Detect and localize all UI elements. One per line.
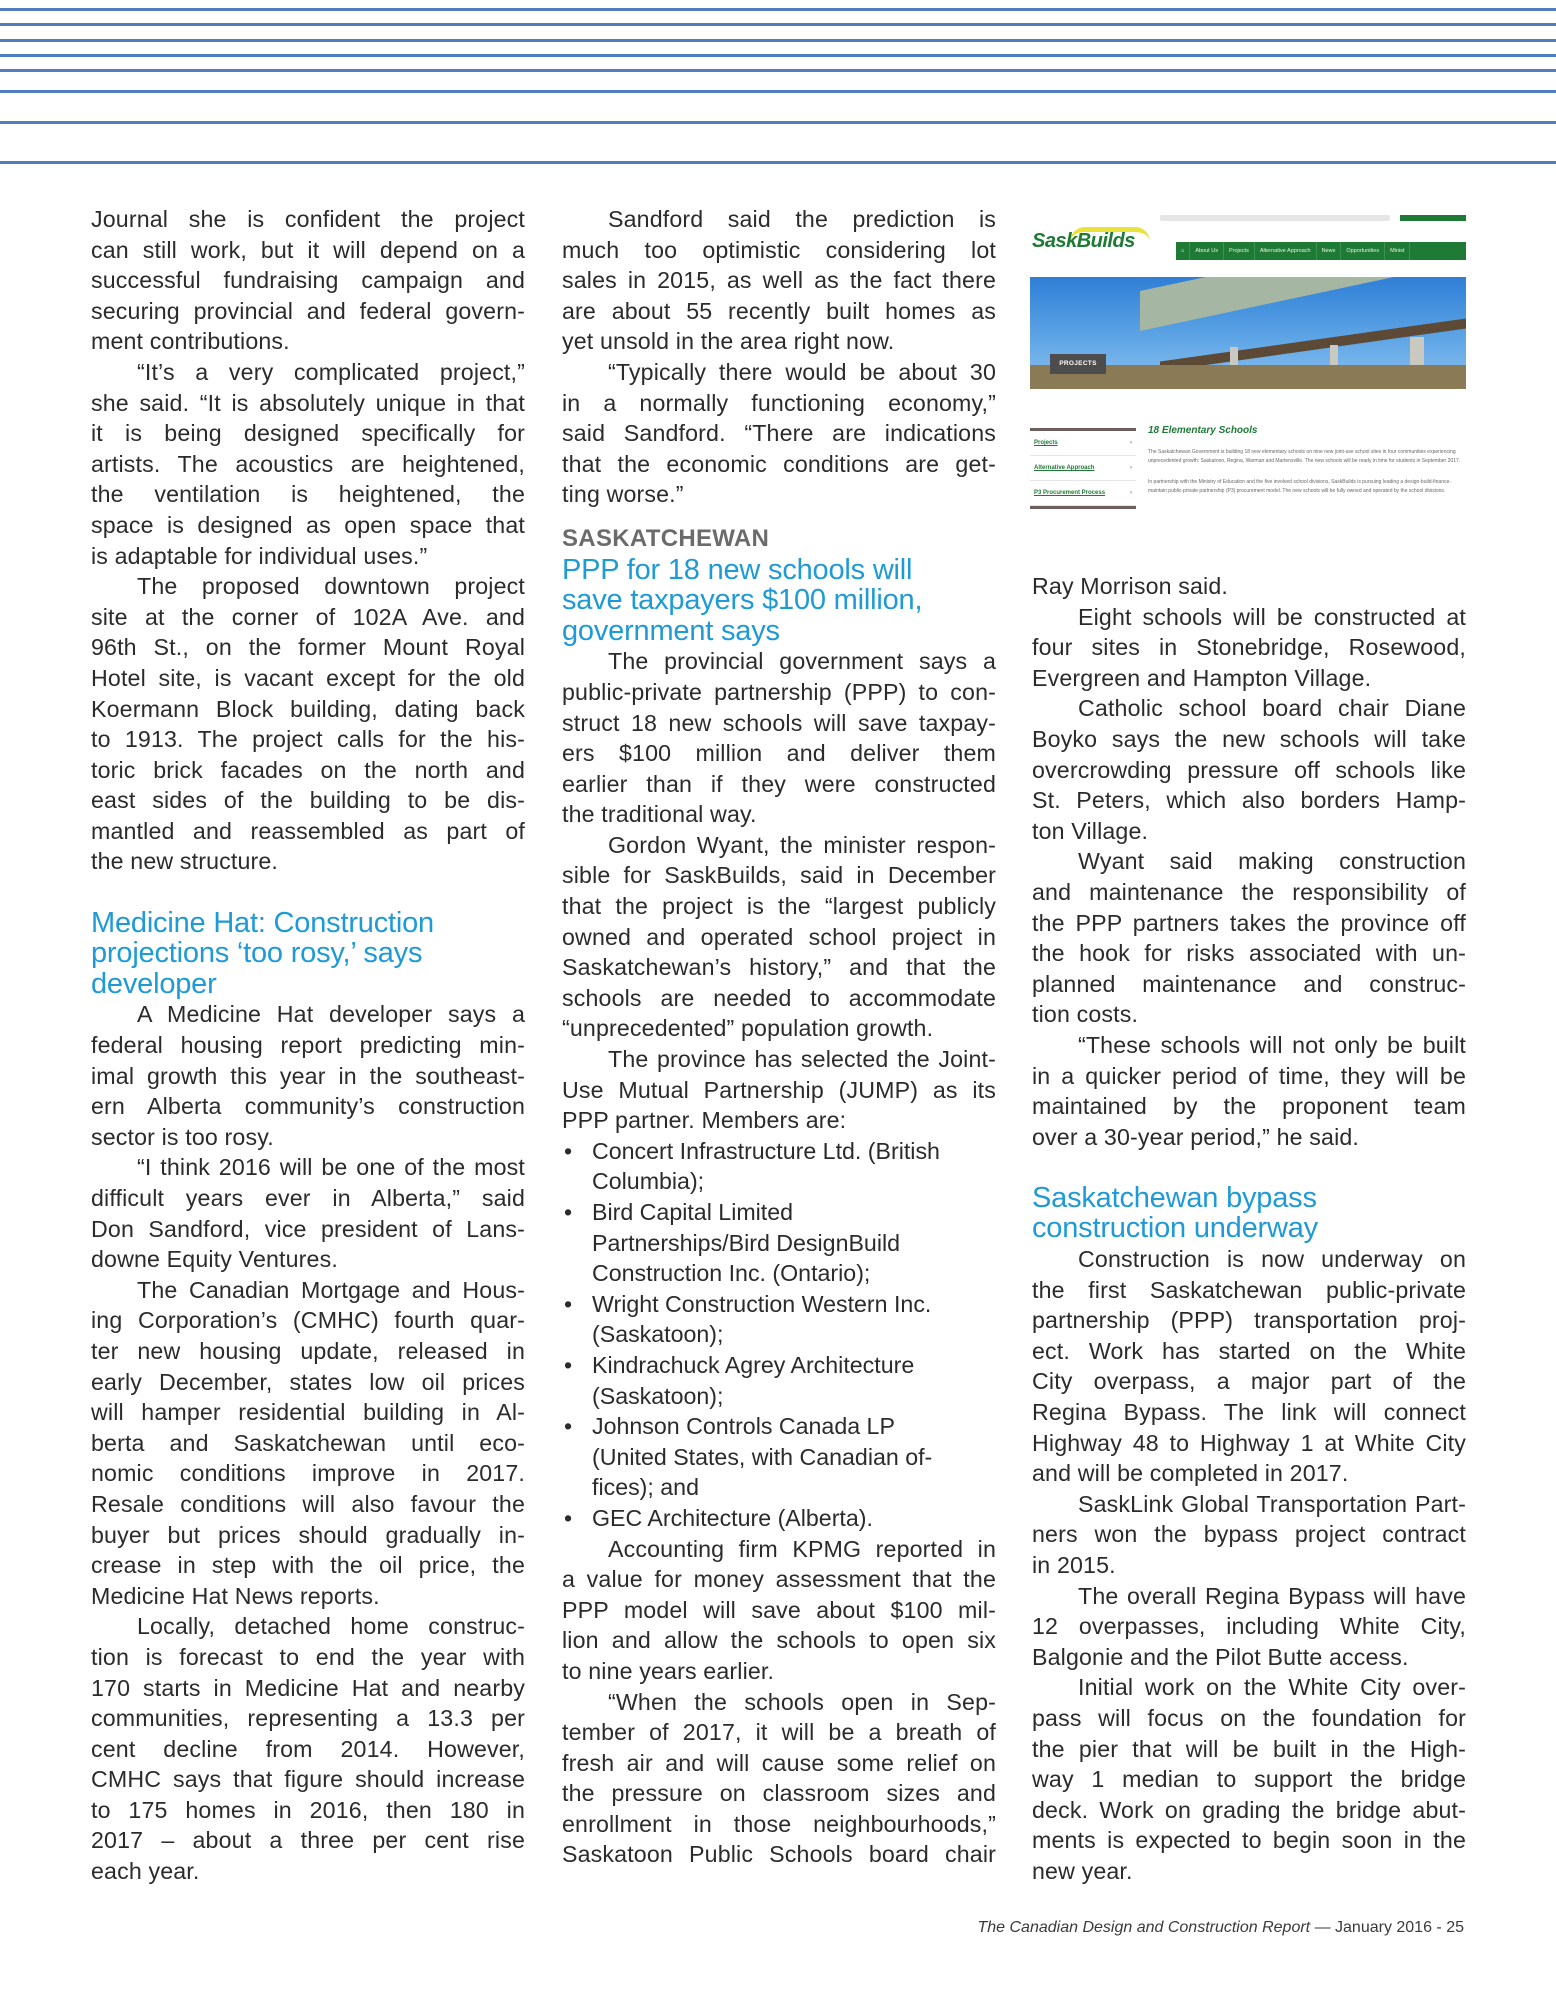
list-item-text: (United States, with Canadian of- (592, 1443, 933, 1470)
bridge-deck (1140, 277, 1466, 331)
text-line: A Medicine Hat developer says a (137, 1001, 525, 1028)
text-line: tember of 2017, it will be a breath of (562, 1719, 996, 1746)
site-nav-item[interactable]: About Us (1190, 242, 1224, 260)
chevron-right-icon: › (1130, 490, 1132, 496)
text-line: in a quicker period of time, they will be (1032, 1062, 1466, 1089)
hero-image-overpass (1030, 277, 1466, 389)
text-line: 12 overpasses, including White City, (1032, 1613, 1466, 1640)
text-line: over a 30-year period,” he said. (1032, 1123, 1360, 1150)
list-item-line (562, 1319, 996, 1350)
column-left (91, 204, 525, 1887)
text-line: sales in 2015, as well as the fact there (562, 267, 996, 294)
site-nav-item[interactable]: News (1317, 242, 1342, 260)
text-line: fresh air and will cause some relief on (562, 1749, 996, 1776)
text-line: Saskatchewan’s history,” and that the (562, 954, 996, 981)
article-continuation-morrison (1032, 571, 1466, 1152)
site-nav-item[interactable]: Opportunities (1341, 242, 1385, 260)
site-nav-item[interactable]: Minist (1385, 242, 1410, 260)
text-line: she said. “It is absolutely unique in that (91, 389, 525, 416)
text-line: owned and operated school project in (562, 923, 996, 950)
text-line: cent decline from 2014. However, (91, 1735, 525, 1762)
text-line: to 1913. The project calls for the his- (91, 726, 525, 753)
header-rule (0, 69, 1556, 72)
list-item-line (562, 1442, 996, 1473)
site-nav-item[interactable]: Projects (1224, 242, 1255, 260)
text-line: said Sandford. “There are indications (562, 420, 996, 447)
text-line: Balgonie and the Pilot Butte access. (1032, 1643, 1409, 1670)
headline-bypass (1032, 1183, 1466, 1244)
header-rule (0, 161, 1556, 164)
headline-line: developer (91, 967, 217, 1000)
text-line: the first Saskatchewan public-private (1032, 1276, 1466, 1303)
text-line: sible for SaskBuilds, said in December (562, 862, 996, 889)
text-line: in 2015. (1032, 1552, 1116, 1578)
text-line: public-private partnership (PPP) to con- (562, 678, 996, 705)
text-line: and will be completed in 2017. (1032, 1460, 1349, 1487)
partner-list (562, 1136, 996, 1534)
text-line: it is being designed specifically for (91, 420, 525, 447)
headline-medicine-hat (91, 908, 525, 1000)
text-line: planned maintenance and construc- (1032, 970, 1466, 997)
text-line: artists. The acoustics are heightened, (91, 450, 525, 477)
bullet-icon: • (564, 1137, 573, 1164)
text-line: deck. Work on grading the bridge abut- (1032, 1796, 1466, 1823)
text-line: ter new housing update, released in (91, 1337, 525, 1364)
text-line: ting worse.” (562, 481, 684, 508)
spacer (1032, 1152, 1466, 1183)
text-line: communities, representing a 13.3 per (91, 1705, 525, 1732)
text-line: crease in step with the oil price, the (91, 1552, 525, 1579)
text-line: are about 55 recently built homes as (562, 297, 996, 324)
text-line: the new structure. (91, 848, 278, 875)
text-line: “unprecedented” population growth. (562, 1015, 934, 1042)
text-line: mantled and reassembled as part of (91, 817, 525, 844)
text-line: Don Sandford, vice president of Lans- (91, 1215, 525, 1242)
saskbuilds-website-screenshot (1030, 210, 1466, 522)
site-page-title: 18 Elementary Schools (1148, 425, 1258, 436)
headline-line: save taxpayers $100 million, (562, 584, 923, 617)
text-line: partnership (PPP) transportation proj- (1032, 1307, 1466, 1334)
article-medicine-hat (91, 999, 525, 1886)
list-item-text: Construction Inc. (Ontario); (592, 1260, 871, 1287)
site-paragraph: In partnership with the Ministry of Education and the five involved school divisions, SaskBuilds is pursuing leading a design-build-finance-maintain public-private partnership (P3) procurement model. The new schools will be fully owned and operated by the school divisions. (1148, 479, 1451, 494)
headline-line: PPP for 18 new schools will (562, 553, 913, 586)
bullet-icon: • (564, 1199, 573, 1225)
issue-and-page: — January 2016 - 25 (1310, 1919, 1464, 1936)
text-line: in a normally functioning economy,” (562, 389, 996, 416)
text-line: a value for money assessment that the (562, 1566, 996, 1593)
top-bar-accent (1400, 215, 1466, 221)
search-bar (1160, 215, 1390, 221)
list-item-text: fices); and (592, 1474, 699, 1501)
text-line: ern Alberta community’s construction (91, 1093, 525, 1120)
text-line: Resale conditions will also favour the (91, 1490, 525, 1517)
site-nav-item[interactable]: Alternative Approach (1255, 242, 1317, 260)
text-line: four sites in Stonebridge, Rosewood, (1032, 634, 1466, 661)
text-line: Boyko says the new schools will take (1032, 725, 1466, 752)
divider (1030, 506, 1136, 509)
header-rule (0, 39, 1556, 42)
site-sidebar (1030, 428, 1136, 509)
list-item-text: Partnerships/Bird DesignBuild (592, 1229, 901, 1256)
text-line: sector is too rosy. (91, 1123, 274, 1150)
bullet-icon: • (564, 1413, 573, 1440)
text-line: PPP partner. Members are: (562, 1107, 847, 1134)
list-item-text: Johnson Controls Canada LP (592, 1413, 895, 1440)
headline-line: Saskatchewan bypass (1032, 1181, 1317, 1214)
site-sidebar-item[interactable] (1030, 456, 1136, 481)
list-item-line (562, 1258, 996, 1289)
text-line: ect. Work has started on the White (1032, 1337, 1466, 1364)
chevron-right-icon: › (1130, 440, 1132, 446)
text-line: schools are needed to accommodate (562, 984, 996, 1011)
text-line: SaskLink Global Transportation Part- (1078, 1490, 1466, 1517)
text-line: Journal she is confident the project (91, 206, 525, 232)
hero-label: PROJECTS (1050, 354, 1106, 374)
text-line: enrollment in those neighbourhoods,” (562, 1810, 996, 1837)
text-line: to nine years earlier. (562, 1657, 775, 1684)
list-item-line (562, 1350, 996, 1381)
text-line: 170 starts in Medicine Hat and nearby (91, 1674, 525, 1701)
site-paragraph: The Saskatchewan Government is building 18 new elementary schools on nine new joint-use school sites in four communities experiencing unprecedented growth: Saskatoon, Regina, Warman and Martensville. The new schools will be ready in time for students in September 2017. (1148, 449, 1461, 464)
chevron-right-icon: › (1130, 465, 1132, 471)
text-line: east sides of the building to be dis- (91, 787, 525, 814)
text-line: struct 18 new schools will save taxpay- (562, 709, 996, 736)
list-item-text: Kindrachuck Agrey Architecture (592, 1351, 915, 1378)
text-line: Catholic school board chair Diane (1078, 695, 1466, 722)
text-line: Locally, detached home construc- (137, 1613, 525, 1640)
text-line: earlier than if they were constructed (562, 770, 996, 797)
article-ppp-schools-cont (562, 1534, 996, 1871)
text-line: each year. (91, 1858, 200, 1885)
publication-name: The Canadian Design and Construction Report (977, 1919, 1311, 1936)
text-line: difficult years ever in Alberta,” said (91, 1185, 525, 1211)
article-continuation (91, 204, 525, 877)
headline-line: government says (562, 614, 780, 647)
text-line: Sandford said the prediction is (608, 206, 996, 232)
list-item-text: Columbia); (592, 1168, 705, 1195)
text-line: berta and Saskatchewan until eco- (91, 1429, 525, 1456)
list-item-text: (Saskatoon); (592, 1321, 724, 1348)
article-continuation-sandford (562, 204, 996, 510)
text-line: Saskatoon Public Schools board chair (562, 1841, 996, 1868)
text-line: space is designed as open space that (91, 511, 525, 538)
text-line: that the economic conditions are get- (562, 450, 996, 477)
text-line: The overall Regina Bypass will have (1078, 1582, 1466, 1609)
text-line: is adaptable for individual uses.” (91, 542, 428, 569)
text-line: federal housing report predicting min- (91, 1032, 525, 1059)
text-line: PPP model will save about $100 mil- (562, 1596, 996, 1623)
text-line: the hook for risks associated with un- (1032, 940, 1466, 967)
article-bypass (1032, 1244, 1466, 1886)
text-line: ers $100 million and deliver them (562, 740, 996, 767)
site-sidebar-label: Projects (1034, 440, 1058, 446)
text-line: Hotel site, is vacant except for the old (91, 664, 525, 691)
text-line: 2017 – about a three per cent rise (91, 1827, 525, 1854)
site-sidebar-label: Alternative Approach (1034, 465, 1095, 471)
text-line: toric brick facades on the north and (91, 756, 525, 783)
text-line: the pier that will be built in the High- (1032, 1735, 1466, 1762)
text-line: CMHC says that figure should increase (91, 1766, 525, 1793)
text-line: downe Equity Ventures. (91, 1246, 338, 1273)
list-item-line (562, 1411, 996, 1442)
article-ppp-schools (562, 646, 996, 1136)
text-line: will hamper residential building in Al- (91, 1399, 525, 1426)
text-line: successful fundraising campaign and (91, 267, 525, 294)
text-line: pass will focus on the foundation for (1032, 1704, 1466, 1731)
header-rule (0, 54, 1556, 57)
text-line: to 175 homes in 2016, then 180 in (91, 1796, 525, 1823)
text-line: Highway 48 to Highway 1 at White City (1032, 1429, 1466, 1456)
text-line: can still work, but it will depend on a (91, 236, 525, 263)
text-line: The proposed downtown project (137, 573, 525, 600)
list-item-text: Concert Infrastructure Ltd. (British (592, 1137, 940, 1164)
header-rule (0, 8, 1556, 11)
list-item-line (562, 1197, 996, 1228)
text-line: that the project is the “largest publicly (562, 893, 996, 920)
text-line: ners won the bypass project contract (1032, 1521, 1466, 1548)
headline-line: Medicine Hat: Construction (91, 906, 434, 939)
text-line: “When the schools open in Sep- (608, 1688, 996, 1715)
text-line: Wyant said making construction (1078, 848, 1466, 875)
text-line: Ray Morrison said. (1032, 573, 1228, 599)
list-item-text: Wright Construction Western Inc. (592, 1290, 932, 1317)
text-line: way 1 median to support the bridge (1032, 1766, 1466, 1793)
bullet-icon: • (564, 1290, 573, 1317)
text-line: Eight schools will be constructed at (1078, 603, 1466, 630)
home-icon[interactable]: ⌂ (1176, 242, 1190, 260)
site-sidebar-item[interactable] (1030, 431, 1136, 456)
text-line: “Typically there would be about 30 (608, 358, 996, 385)
site-nav (1176, 242, 1466, 260)
list-item-text: Bird Capital Limited (592, 1199, 794, 1225)
bullet-icon: • (564, 1351, 573, 1378)
text-line: buyer but prices should gradually in- (91, 1521, 525, 1548)
text-line: Use Mutual Partnership (JUMP) as its (562, 1076, 996, 1103)
site-sidebar-item[interactable] (1030, 481, 1136, 506)
text-line: and maintenance the responsibility of (1032, 878, 1466, 905)
text-line: Regina Bypass. The link will connect (1032, 1399, 1466, 1426)
text-line: ing Corporation’s (CMHC) fourth quar- (91, 1307, 525, 1334)
page-footer (977, 1919, 1464, 1937)
text-line: tion is forecast to end the year with (91, 1643, 525, 1670)
text-line: City overpass, a major part of the (1032, 1368, 1466, 1395)
section-kicker: SASKATCHEWAN (562, 524, 770, 552)
text-line: Gordon Wyant, the minister respon- (608, 831, 996, 858)
text-line: new year. (1032, 1857, 1133, 1884)
list-item-line (562, 1228, 996, 1259)
headline-line: projections ‘too rosy,’ says (91, 937, 423, 970)
list-item-line (562, 1136, 996, 1167)
text-line: the ventilation is heightened, the (91, 481, 525, 508)
text-line: 96th St., on the former Mount Royal (91, 634, 525, 661)
list-item-text: GEC Architecture (Alberta). (592, 1504, 873, 1531)
text-line: St. Peters, which also borders Hamp- (1032, 787, 1466, 814)
text-line: ment contributions. (91, 328, 290, 355)
text-line: lion and allow the schools to open six (562, 1627, 996, 1654)
text-line: ments is expected to begin soon in the (1032, 1827, 1466, 1854)
text-line: Initial work on the White City over- (1078, 1674, 1466, 1701)
list-item-text: (Saskatoon); (592, 1382, 724, 1409)
text-line: the pressure on classroom sizes and (562, 1780, 996, 1807)
text-line: Evergreen and Hampton Village. (1032, 664, 1372, 691)
spacer (91, 877, 525, 908)
text-line: “I think 2016 will be one of the most (137, 1154, 525, 1181)
text-line: The Canadian Mortgage and Hous- (137, 1276, 525, 1303)
text-line: early December, states low oil prices (91, 1368, 525, 1395)
text-line: maintained by the proponent team (1032, 1093, 1466, 1120)
text-line: The provincial government says a (608, 648, 996, 675)
list-item-line (562, 1166, 996, 1197)
header-rule (0, 23, 1556, 26)
text-line: Accounting firm KPMG reported in (608, 1535, 996, 1562)
saskbuilds-logo: SaskBuilds (1032, 230, 1135, 252)
text-line: securing provincial and federal govern- (91, 297, 525, 324)
text-line: the PPP partners takes the province off (1032, 909, 1466, 936)
text-line: “These schools will not only be built (1078, 1031, 1466, 1058)
list-item-line (562, 1381, 996, 1412)
text-line: ton Village. (1032, 817, 1149, 844)
text-line: nomic conditions improve in 2017. (91, 1460, 525, 1487)
headline-ppp-schools (562, 555, 996, 647)
list-item-line (562, 1472, 996, 1503)
text-line: site at the corner of 102A Ave. and (91, 603, 525, 630)
text-line: imal growth this year in the southeast- (91, 1062, 525, 1089)
header-rule (0, 90, 1556, 93)
list-item-line (562, 1503, 996, 1534)
text-line: overcrowding pressure off schools like (1032, 756, 1466, 783)
text-line: Construction is now underway on (1078, 1246, 1466, 1273)
bullet-icon: • (564, 1504, 573, 1531)
headline-line: construction underway (1032, 1212, 1318, 1245)
spacer (562, 510, 996, 524)
column-right-text (1032, 571, 1466, 1887)
text-line: Koermann Block building, dating back (91, 695, 525, 722)
text-line: “It’s a very complicated project,” (137, 358, 525, 385)
text-line: the traditional way. (562, 801, 757, 828)
text-line: much too optimistic considering lot (562, 236, 996, 263)
site-sidebar-label: P3 Procurement Process (1034, 490, 1106, 496)
column-middle (562, 204, 996, 1870)
list-item-line (562, 1289, 996, 1320)
text-line: Medicine Hat News reports. (91, 1582, 380, 1609)
header-rule (0, 121, 1556, 124)
text-line: The province has selected the Joint- (608, 1046, 996, 1073)
text-line: tion costs. (1032, 1001, 1139, 1028)
text-line: yet unsold in the area right now. (562, 328, 895, 355)
